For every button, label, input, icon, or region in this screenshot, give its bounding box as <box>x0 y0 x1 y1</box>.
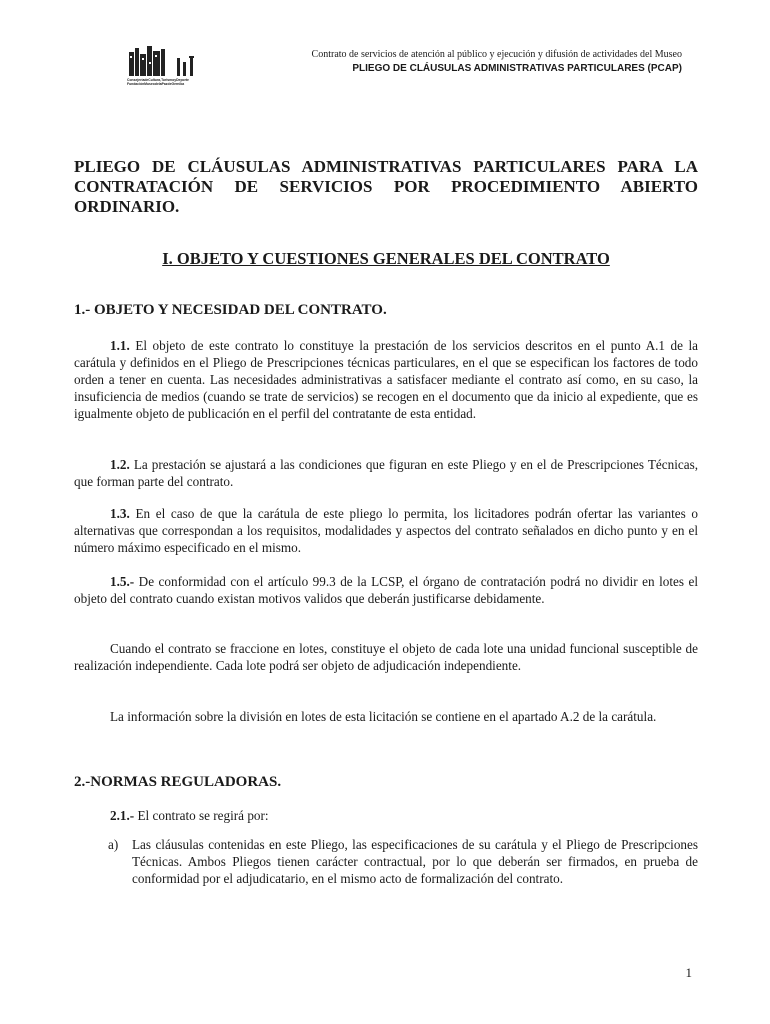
document-title: PLIEGO DE CLÁUSULAS ADMINISTRATIVAS PARTICULARES PARA LA CONTRATACIÓN DE SERVICIOS POR PROCEDIMIENTO ABIERTO ORDINARIO. <box>74 157 698 216</box>
paragraph-2-1 <box>74 807 698 824</box>
paragraph-lotes: Cuando el contrato se fraccione en lotes, constituye el objeto de cada lote una unidad funcional susceptible de realización independiente. Cada lote podrá ser objeto de adjudicación independiente. <box>74 641 698 673</box>
page-number: 1 <box>685 965 692 980</box>
header-document-type: PLIEGO DE CLÁUSULAS ADMINISTRATIVAS PARTICULARES (PCAP) <box>352 63 682 74</box>
paragraph-2-1-text: El contrato se regirá por: <box>137 808 269 823</box>
paragraph-1-5-number: 1.5.- <box>110 574 135 589</box>
paragraph-1-3-text: En el caso de que la carátula de este pliego lo permita, los licitadores podrán ofertar las variantes o alternativas que correspondan a los requisitos, modalidades y aspectos del contrato señalados en dicho punto y en el número máximo especificado en el mismo. <box>74 506 699 555</box>
heading-normas: 2.-NORMAS REGULADORAS. <box>74 774 282 790</box>
paragraph-1-3 <box>74 505 698 556</box>
paragraph-1-5 <box>74 573 698 607</box>
paragraph-lotes-info: La información sobre la división en lotes de esta licitación se contiene en el apartado A.2 de la carátula. <box>110 709 657 724</box>
header-contract-name: Contrato de servicios de atención al público y ejecución y difusión de actividades del Museo <box>311 49 682 60</box>
list-item-a: Las cláusulas contenidas en este Pliego, las especificaciones de su carátula y el Pliego de Prescripciones Técnicas. Ambos Pliegos tienen carácter contractual, por lo que deberán ser firmados, en prueba de conformidad por el adjudicatario, en el mismo acto de formalización del contrato. <box>132 837 698 886</box>
paragraph-1-5-text: De conformidad con el artículo 99.3 de la LCSP, el órgano de contratación podrá no dividir en lotes el objeto del contrato cuando existan motivos validos que deberán justificarse debidamente. <box>74 574 698 606</box>
paragraph-1-1-text: El objeto de este contrato lo constituye la prestación de los servicios descritos en el punto A.1 de la carátula y definidos en el Pliego de Prescripciones técnicas particulares, en el que se especifican los factores de todo orden a tener en cuenta. Las necesidades administrativas a satisfacer mediante el contrato así como, en su caso, la insuficiencia de medios (cuando se trate de servicios) se recogen en el documento que da inicio al expediente, que es igualmente objeto de publicación en el perfil del contratante de esta entidad. <box>74 338 698 421</box>
museum-building-logo-icon <box>127 44 207 78</box>
logo-text-line1: ConsejeríadeCultura,TurismoyDeporte <box>127 78 189 82</box>
museum-logo <box>127 44 207 94</box>
heading-objeto: 1.- OBJETO Y NECESIDAD DEL CONTRATO. <box>74 302 387 318</box>
paragraph-2-1-number: 2.1.- <box>110 808 135 823</box>
paragraph-1-3-number: 1.3. <box>110 506 130 521</box>
section-title: I. OBJETO Y CUESTIONES GENERALES DEL CONTRATO <box>162 249 610 268</box>
logo-text <box>127 78 207 86</box>
paragraph-1-2-text: La prestación se ajustará a las condiciones que figuran en este Pliego y en el de Prescripciones Técnicas, que forman parte del contrato. <box>74 457 698 489</box>
paragraph-1-2 <box>74 456 698 490</box>
paragraph-1-1-number: 1.1. <box>110 338 130 353</box>
list-item-a-marker: a) <box>108 837 119 852</box>
paragraph-1-1 <box>74 337 698 422</box>
logo-text-line2: FundaciónMuseodelaPazdeGernika <box>127 82 185 87</box>
paragraph-1-2-number: 1.2. <box>110 457 130 472</box>
